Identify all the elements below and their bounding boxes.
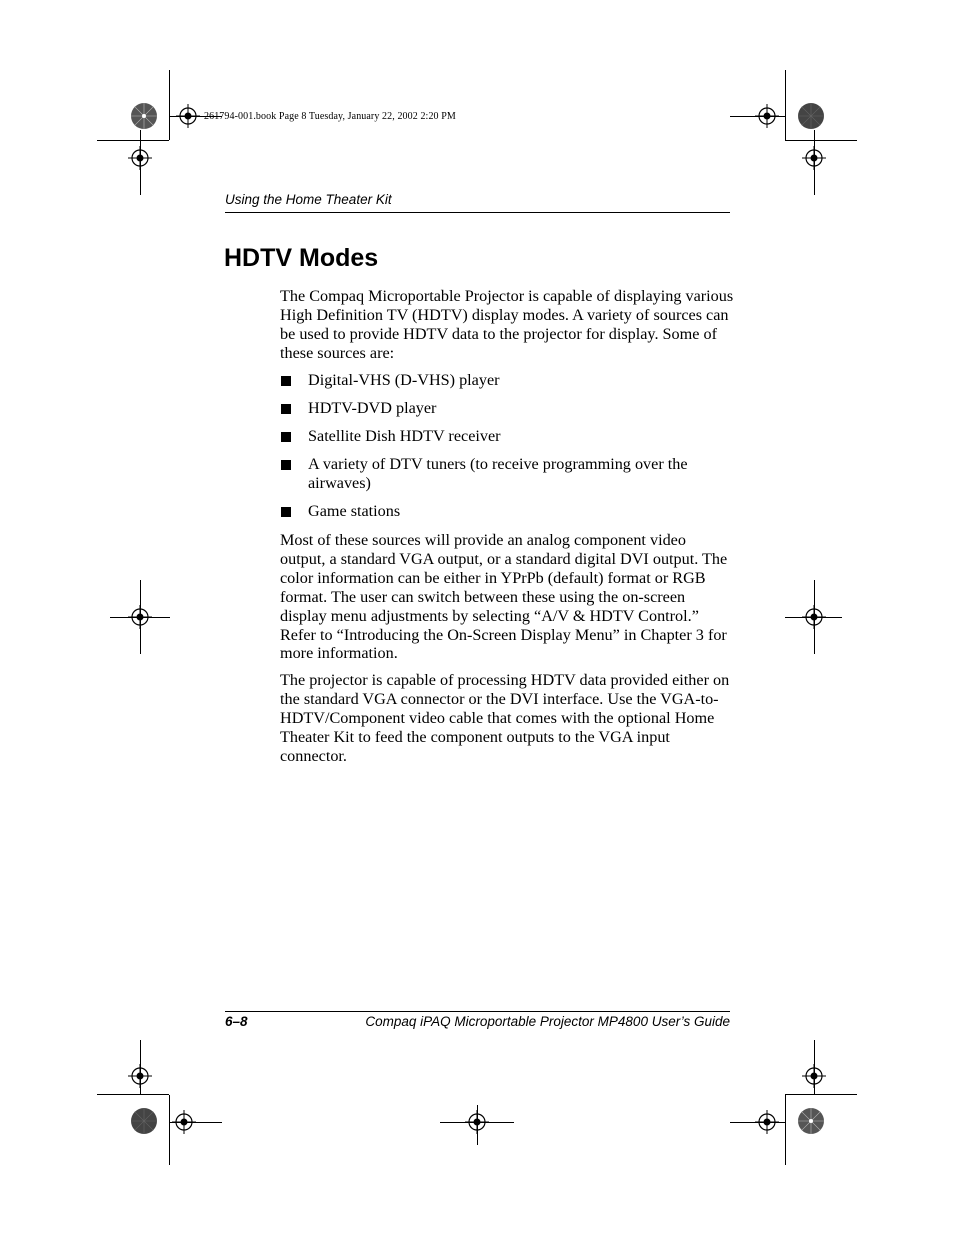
registration-target-icon [755, 1110, 779, 1134]
bullet-square-icon [281, 507, 291, 517]
bullet-square-icon [281, 404, 291, 414]
list-item: Digital-VHS (D-VHS) player [280, 371, 740, 390]
bullet-square-icon [281, 460, 291, 470]
header-rule [225, 212, 730, 213]
list-item: A variety of DTV tuners (to receive programming over the airwaves) [280, 455, 740, 493]
running-head: Using the Home Theater Kit [225, 192, 392, 207]
bullet-square-icon [281, 432, 291, 442]
list-item: Game stations [280, 502, 740, 521]
solid-target-icon [797, 102, 825, 130]
star-target-icon [797, 1107, 825, 1135]
registration-target-icon [802, 1064, 826, 1088]
registration-target-icon [128, 1064, 152, 1088]
registration-target-icon [172, 1110, 196, 1134]
list-item: Satellite Dish HDTV receiver [280, 427, 740, 446]
registration-target-icon [176, 104, 200, 128]
registration-target-icon [802, 146, 826, 170]
section-title: HDTV Modes [224, 244, 379, 272]
registration-target-icon [755, 104, 779, 128]
registration-target-icon [802, 605, 826, 629]
registration-target-icon [465, 1110, 489, 1134]
component-output-paragraph: Most of these sources will provide an analog component video output, a standard VGA output, or a standard digital DVI output. The color information can be either in YPrPb (default) format or RGB format. The user can switch between these using the on-screen display menu adjustments by selecting “A/V & HDTV Control.” Refer to “Introducing the On-Screen Display Menu” in Chapter 3 for more information. [280, 531, 728, 663]
intro-paragraph: The Compaq Microportable Projector is capable of displaying various High Definition TV (HDTV) display modes. A variety of sources can be used to provide HDTV data to the projector for display. Some of these sources are: [280, 287, 734, 362]
star-target-icon [130, 102, 158, 130]
list-item: HDTV-DVD player [280, 399, 740, 418]
source-list [280, 371, 740, 529]
page-number: 6–8 [225, 1014, 248, 1029]
registration-target-icon [128, 146, 152, 170]
registration-target-icon [128, 605, 152, 629]
footer-rule [225, 1011, 730, 1012]
vga-connector-paragraph: The projector is capable of processing HDTV data provided either on the standard VGA connector or the DVI interface. Use the VGA-to-HDTV/Component video cable that comes with the optional Home Theater Kit to feed the component outputs to the VGA input connector. [280, 671, 730, 765]
solid-target-icon [130, 1107, 158, 1135]
guide-title: Compaq iPAQ Microportable Projector MP4800 User’s Guide [365, 1014, 730, 1029]
print-info: 261794-001.book Page 8 Tuesday, January 22, 2002 2:20 PM [204, 111, 456, 122]
bullet-square-icon [281, 376, 291, 386]
